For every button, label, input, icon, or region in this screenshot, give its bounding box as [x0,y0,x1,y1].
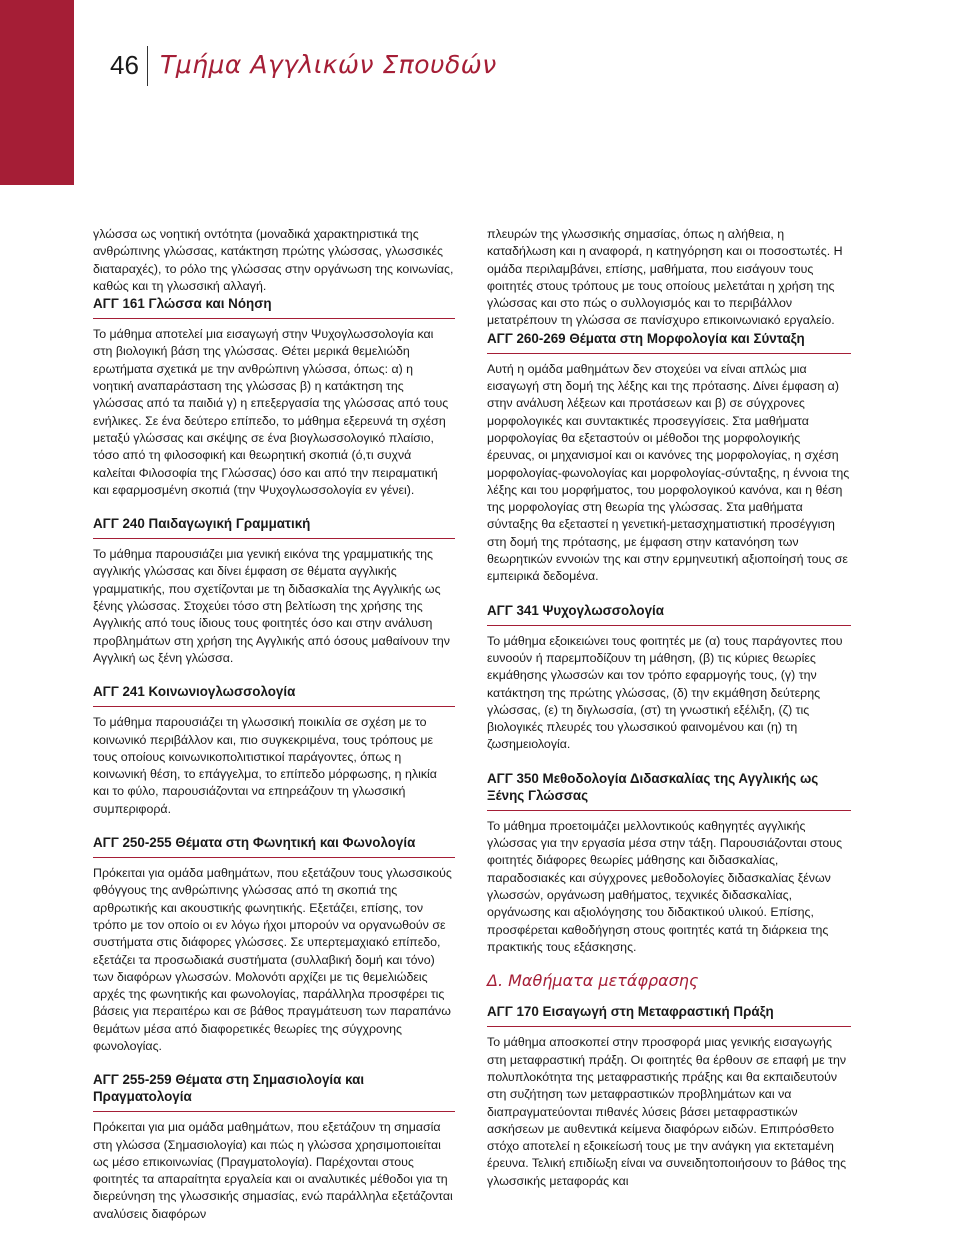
course-section [93,834,455,1055]
course-title: ΑΓΓ 250-255 Θέματα στη Φωνητική και Φωνολογία [93,835,416,851]
course-description: Το μάθημα αποτελεί μια εισαγωγή στην Ψυχογλωσσολογία και στη βιολογική βάση της γλώσσας. Θέτει μερικά θεμελιώδη ερωτήματα σχετικά με την ανθρώπινη γλώσσα, όπως: α) η νοητική αναπαράσταση της γλώσσας β) η κατάκτηση της γλώσσας από τα παιδιά γ) η επεξεργασία της γλώσσας από τους ενήλικες. Σε ένα δεύτερο επίπεδο, το μάθημα εξερευνά τη σχέση μεταξύ γλώσσας και σκέψης σε ένα βιογλωσσολογικό πλαίσιο, τόσο από τη φιλοσοφική και θεωρητική σκοπιά (ό,τι συχνά καλείται Φιλοσοφία της Γλώσσας) όσο και από την πειραματική και εφαρμοσμένη σκοπιά (την Ψυχογλωσσολογία εν γένει). [93,327,449,497]
course-description: Αυτή η ομάδα μαθημάτων δεν στοχεύει να είναι απλώς μια εισαγωγή στη δομή της λέξης και της πρότασης. Δίνει έμφαση α) στην ανάλυση λέξεων και προτάσεων και β) σε σύγχρονες μορφολογικές και συντακτικές προσεγγίσεις. Στα μαθήματα μορφολογίας θα εξεταστούν οι μέθοδοι της μορφολογικής έρευνας, οι μηχανισμοί και οι κανόνες της μορφολογίας, η σχέση μορφολογίας-φωνολογίας και μορφολογίας-σύνταξης, η έννοια της λέξης και του μορφήματος, του μορφολογικού κανόνα, και η θέση της μορφολογίας στη θεωρία της γλώσσας. Στα μαθήματα σύνταξης θα εξεταστεί η γενετική-μετασχηματιστική προσέγγιση στη δομή της πρότασης, με έμφαση στην κατανόηση των θεωρητικών εννοιών της και στην ερμηνευτική αξιοποίησή τους σε εμπειρικά δεδομένα. [487,361,850,584]
course-title: ΑΓΓ 350 Μεθοδολογία Διδασκαλίας της Αγγλικής ως Ξένης Γλώσσας [487,770,819,803]
course-description: Το μάθημα αποσκοπεί στην προσφορά μιας γενικής εισαγωγής στη μεταφραστική πράξη. Οι φοιτητές θα έρθουν σε επαφή με την πολυπλοκότητα της μεταφραστικής πράξης και θα εκπαιδευτούν στη συζήτηση των μεταφραστικών προβλημάτων και να διαπραγματεύονται πιθανές λύσεις βάσει μεταφραστικών ασκήσεων με αυθεντικά κείμενα διαφόρων ειδών. Επιπρόσθετο στόχο αποτελεί η εξοικείωσή τους με την ανάγκη για εκτεταμένη έρευνα. Τελική επιδίωξη είναι να συνειδητοποιήσουν το βάθος της γλωσσικής μεταφοράς και [487,1035,847,1188]
page-number: 46 [110,50,139,80]
course-title: ΑΓΓ 161 Γλώσσα και Νόηση [93,296,272,312]
course-section [487,330,851,586]
course-section [487,602,851,754]
right-column [487,226,851,1206]
section-rule [487,1026,851,1027]
section-rule [93,318,455,319]
course-description: Το μάθημα προετοιμάζει μελλοντικούς καθηγητές αγγλικής γλώσσας για την εργασία μέσα στην τάξη. Παρουσιάζονται στους φοιτητές διάφορες θεωρίες μάθησης και διδασκαλίας, παραδοσιακές και σύγχρονες μεθοδολογίες διδασκαλίας ξένων γλωσσών, οργάνωση μαθήματος, τεχνικές διδασκαλίας, οργάνωσης και αξιολόγησης του διδακτικού υλικού. Επίσης, προσφέρεται καθοδήγηση στους φοιτητές κατά τη διάρκεια της πρακτικής τους εξάσκησης. [487,818,843,954]
header-divider [147,46,148,86]
course-section [93,515,455,667]
category-heading: Δ. Μαθήματα μετάφρασης [487,971,699,991]
section-rule [93,857,455,858]
course-title: ΑΓΓ 260-269 Θέματα στη Μορφολογία και Σύνταξη [487,330,805,346]
course-section [93,295,455,499]
section-rule [93,1111,455,1112]
course-description: Το μάθημα εξοικειώνει τους φοιτητές με (α) τους παράγοντες που ευνοούν ή παρεμποδίζουν τη μάθηση, (β) τις κύριες θεωρίες εκμάθησης γλωσσών και τον τρόπο εφαρμογής τους, (γ) την κατάκτηση της πρώτης γλώσσας, (δ) την εκμάθηση δεύτερης γλώσσας, (ε) τη διγλωσσία, (στ) τη γνωστική εξέλιξη, (ζ) τις βιολογικές πλευρές του γλωσσικού φαινομένου και (η) τη ζωσημειολογία. [487,633,843,752]
course-title: ΑΓΓ 170 Εισαγωγή στη Μεταφραστική Πράξη [487,1004,774,1020]
sidebar-accent-bar [0,0,74,185]
course-section [487,1003,851,1190]
course-section [93,1071,455,1223]
section-rule [487,353,851,354]
course-title: ΑΓΓ 240 Παιδαγωγική Γραμματική [93,516,311,532]
course-section [487,770,851,956]
course-section [93,683,455,818]
course-description: Το μάθημα παρουσιάζει μια γενική εικόνα της γραμματικής της αγγλικής γλώσσας και δίνει έμφαση σε θέματα αγγλικής γραμματικής, που σχετίζονται με τη διδασκαλία της Αγγλικής ως ξένης γλώσσας. Στοχεύει τόσο στη βελτίωση της χρήσης της Αγγλικής από τους ίδιους τους φοιτητές όσο και στην ανάλυση προβλημάτων στη χρήση της Αγγλικής από όσους μαθαίνουν την Αγγλική ως ξένη γλώσσα. [93,547,450,665]
course-title: ΑΓΓ 255-259 Θέματα στη Σημασιολογία και Πραγματολογία [93,1072,365,1105]
course-title: ΑΓΓ 241 Κοινωνιογλωσσολογία [93,684,296,700]
intro-paragraph: γλώσσα ως νοητική οντότητα (μοναδικά χαρακτηριστικά της ανθρώπινης γλώσσας, κατάκτηση πρώτης γλώσσας, γλωσσικές διαταραχές), το ρόλο της γλώσσας στην οργάνωση της κοινωνίας, καθώς και τη γλωσσική αλλαγή. [93,227,454,293]
intro-paragraph: πλευρών της γλωσσικής σημασίας, όπως η αλήθεια, η καταδήλωση και η αναφορά, η κατηγόρηση και οι ποσοστωτές. Η ομάδα περιλαμβάνει, επίσης, μαθήματα, που εισάγουν τους φοιτητές στους τρόπους με τους οποίους μελετάται η χρήση της γλώσσας και στο πώς ο συλλογισμός και το περιβάλλον μετατρέπουν τη γλώσσα σε πανίσχυρο επικοινωνιακό εργαλείο. [487,227,843,328]
left-column [93,226,455,1239]
course-description: Πρόκειται για μια ομάδα μαθημάτων, που εξετάζουν τη σημασία στη γλώσσα (Σημασιολογία) και πώς η γλώσσα χρησιμοποιείται ως μέσο επικοινωνίας (Πραγματολογία). Παρέχονται στους φοιτητές τα απαραίτητα εργαλεία και οι αναλυτικές μέθοδοι για τη διερεύνηση της γλωσσικής σημασίας, ενώ παράλληλα εξετάζονται αναλύσεις διαφόρων [93,1120,453,1221]
section-title: Τμήμα Αγγλικών Σπουδών [160,50,497,79]
section-rule [93,706,455,707]
section-rule [487,810,851,811]
course-title: ΑΓΓ 341 Ψυχογλωσσολογία [487,602,664,618]
course-description: Πρόκειται για ομάδα μαθημάτων, που εξετάζουν τους γλωσσικούς φθόγγους της ανθρώπινης γλώσσας από τη σκοπιά της αρθρωτικής και ακουστικής φωνητικής. Εξετάζει, επίσης, τον τρόπο με τον οποίο οι εν λόγω ήχοι μπορούν να οργανωθούν σε συστήματα στις διάφορες γλώσσες. Σε υπερτεμαχιακό επίπεδο, εξετάζει τα προσωδιακά συστήματα (συλλαβική δομή και τόνο) των διαφόρων γλωσσών. Μολονότι αρχίζει με τις θεμελιώδεις αρχές της φωνητικής και φωνολογίας, παράλληλα προσφέρει τις βάσεις για περαιτέρω και σε βάθος πραγμάτευση των παραπάνω θεμάτων μέσα από διαφορετικές θεωρίες της σύγχρονης φωνολογίας. [93,866,452,1053]
section-rule [487,625,851,626]
section-rule [93,538,455,539]
course-description: Το μάθημα παρουσιάζει τη γλωσσική ποικιλία σε σχέση με το κοινωνικό περιβάλλον και, πιο συγκεκριμένα, τους τρόπους με τους οποίους κοινωνικοπολιτιστικοί παράγοντες, όπως η κοινωνική θέση, το επάγγελμα, το επίπεδο μόρφωσης, η ηλικία και το φύλο, παρουσιάζονται να επηρεάζουν τη γλωσσική συμπεριφορά. [93,715,437,816]
